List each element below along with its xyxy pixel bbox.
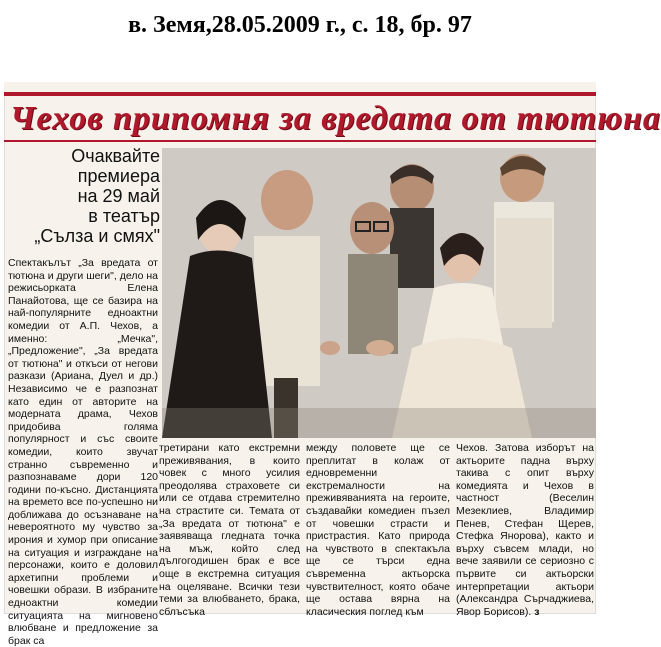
article-column-4 <box>456 442 594 618</box>
column-text-body: Чехов. Затова изборът на актьорите падна върху такива с опит върху комедията и Чехов в частност (Веселин Мезеклиев, Владимир Пенев, Стефан Щерев, Стефка Янорова), както и върху съвсем млади, но вече заявили се сериозно с първите си актьорски интерпретации актьори (Александра Сърчаджиева, Явор Борисов). <box>456 442 594 618</box>
deck <box>10 146 160 246</box>
top-rule <box>4 92 596 96</box>
headline: Чехов припомня за вредата от тютюна <box>10 100 661 137</box>
column-text <box>456 442 594 618</box>
article-column-2 <box>159 442 300 618</box>
deck-line: „Сълза и смях" <box>34 226 160 246</box>
end-mark: з <box>534 605 540 618</box>
newspaper-clipping <box>4 82 661 647</box>
article-column-1 <box>8 257 158 647</box>
column-text: третирани като екстремни преживявания, в които човек с много усилия преодолява страховете си или се отдава стремително на страстите си. Темата от „За вредата от тютюна" е заявяваща гледната точка на мъж, който след дългогодишен брак е все още в екстремна ситуация на оцеляване. Всички тези теми за влюбването, брака, сблъсъка <box>159 442 300 618</box>
top-band <box>4 82 596 92</box>
deck-line: в театър <box>88 206 160 226</box>
deck-line: на 29 май <box>77 186 160 206</box>
column-text: между половете ще се преплитат в колаж от едновременни екстремалности на преживяванията на героите, създавайки комедиен пъзел от човешки страсти и пристрастия. Като природа на чувството в спектакъла ще се търси една съвременна актьорска чувствителност, която обаче ще остава вярна на класическия поглед към <box>306 442 450 618</box>
deck-line: премиера <box>77 166 160 186</box>
column-text: Спектакълът „За вредата от тютюна и други шеги", дело на режисьорката Елена Панайотова, ще се базира на най-популярните едноактни комедии от А.П. Чехов, а именно: „Мечка", „Предложение", „За вредата от тютюна" и откъси от негови разкази (Ариана, Дуел и др.) Независимо че е разпознат като един от авторите на модерната драма, Чехов придобива голяма популярност и със своите комедии, които звучат странно съвременно и разпознаваме дори 120 години по-късно. Дистанцията на времето все по-успешно ни доближава до осъзнаване на невероятното му чувство за ирония и хумор при описание на ситуация и изграждане на персонажи, които е доловил архетипни проблеми и човешки образи. В избраните едноактни комедии ситуацията на мигновено влюбване и предложение за брак са <box>8 257 158 647</box>
deck-line: Очаквайте <box>71 146 160 166</box>
cast-photo <box>162 148 596 438</box>
cast-photo-illustration <box>162 148 596 438</box>
article-column-3 <box>306 442 450 618</box>
headline-rule <box>4 140 596 142</box>
citation-line: в. Земя,28.05.2009 г., с. 18, бр. 97 <box>128 12 472 38</box>
